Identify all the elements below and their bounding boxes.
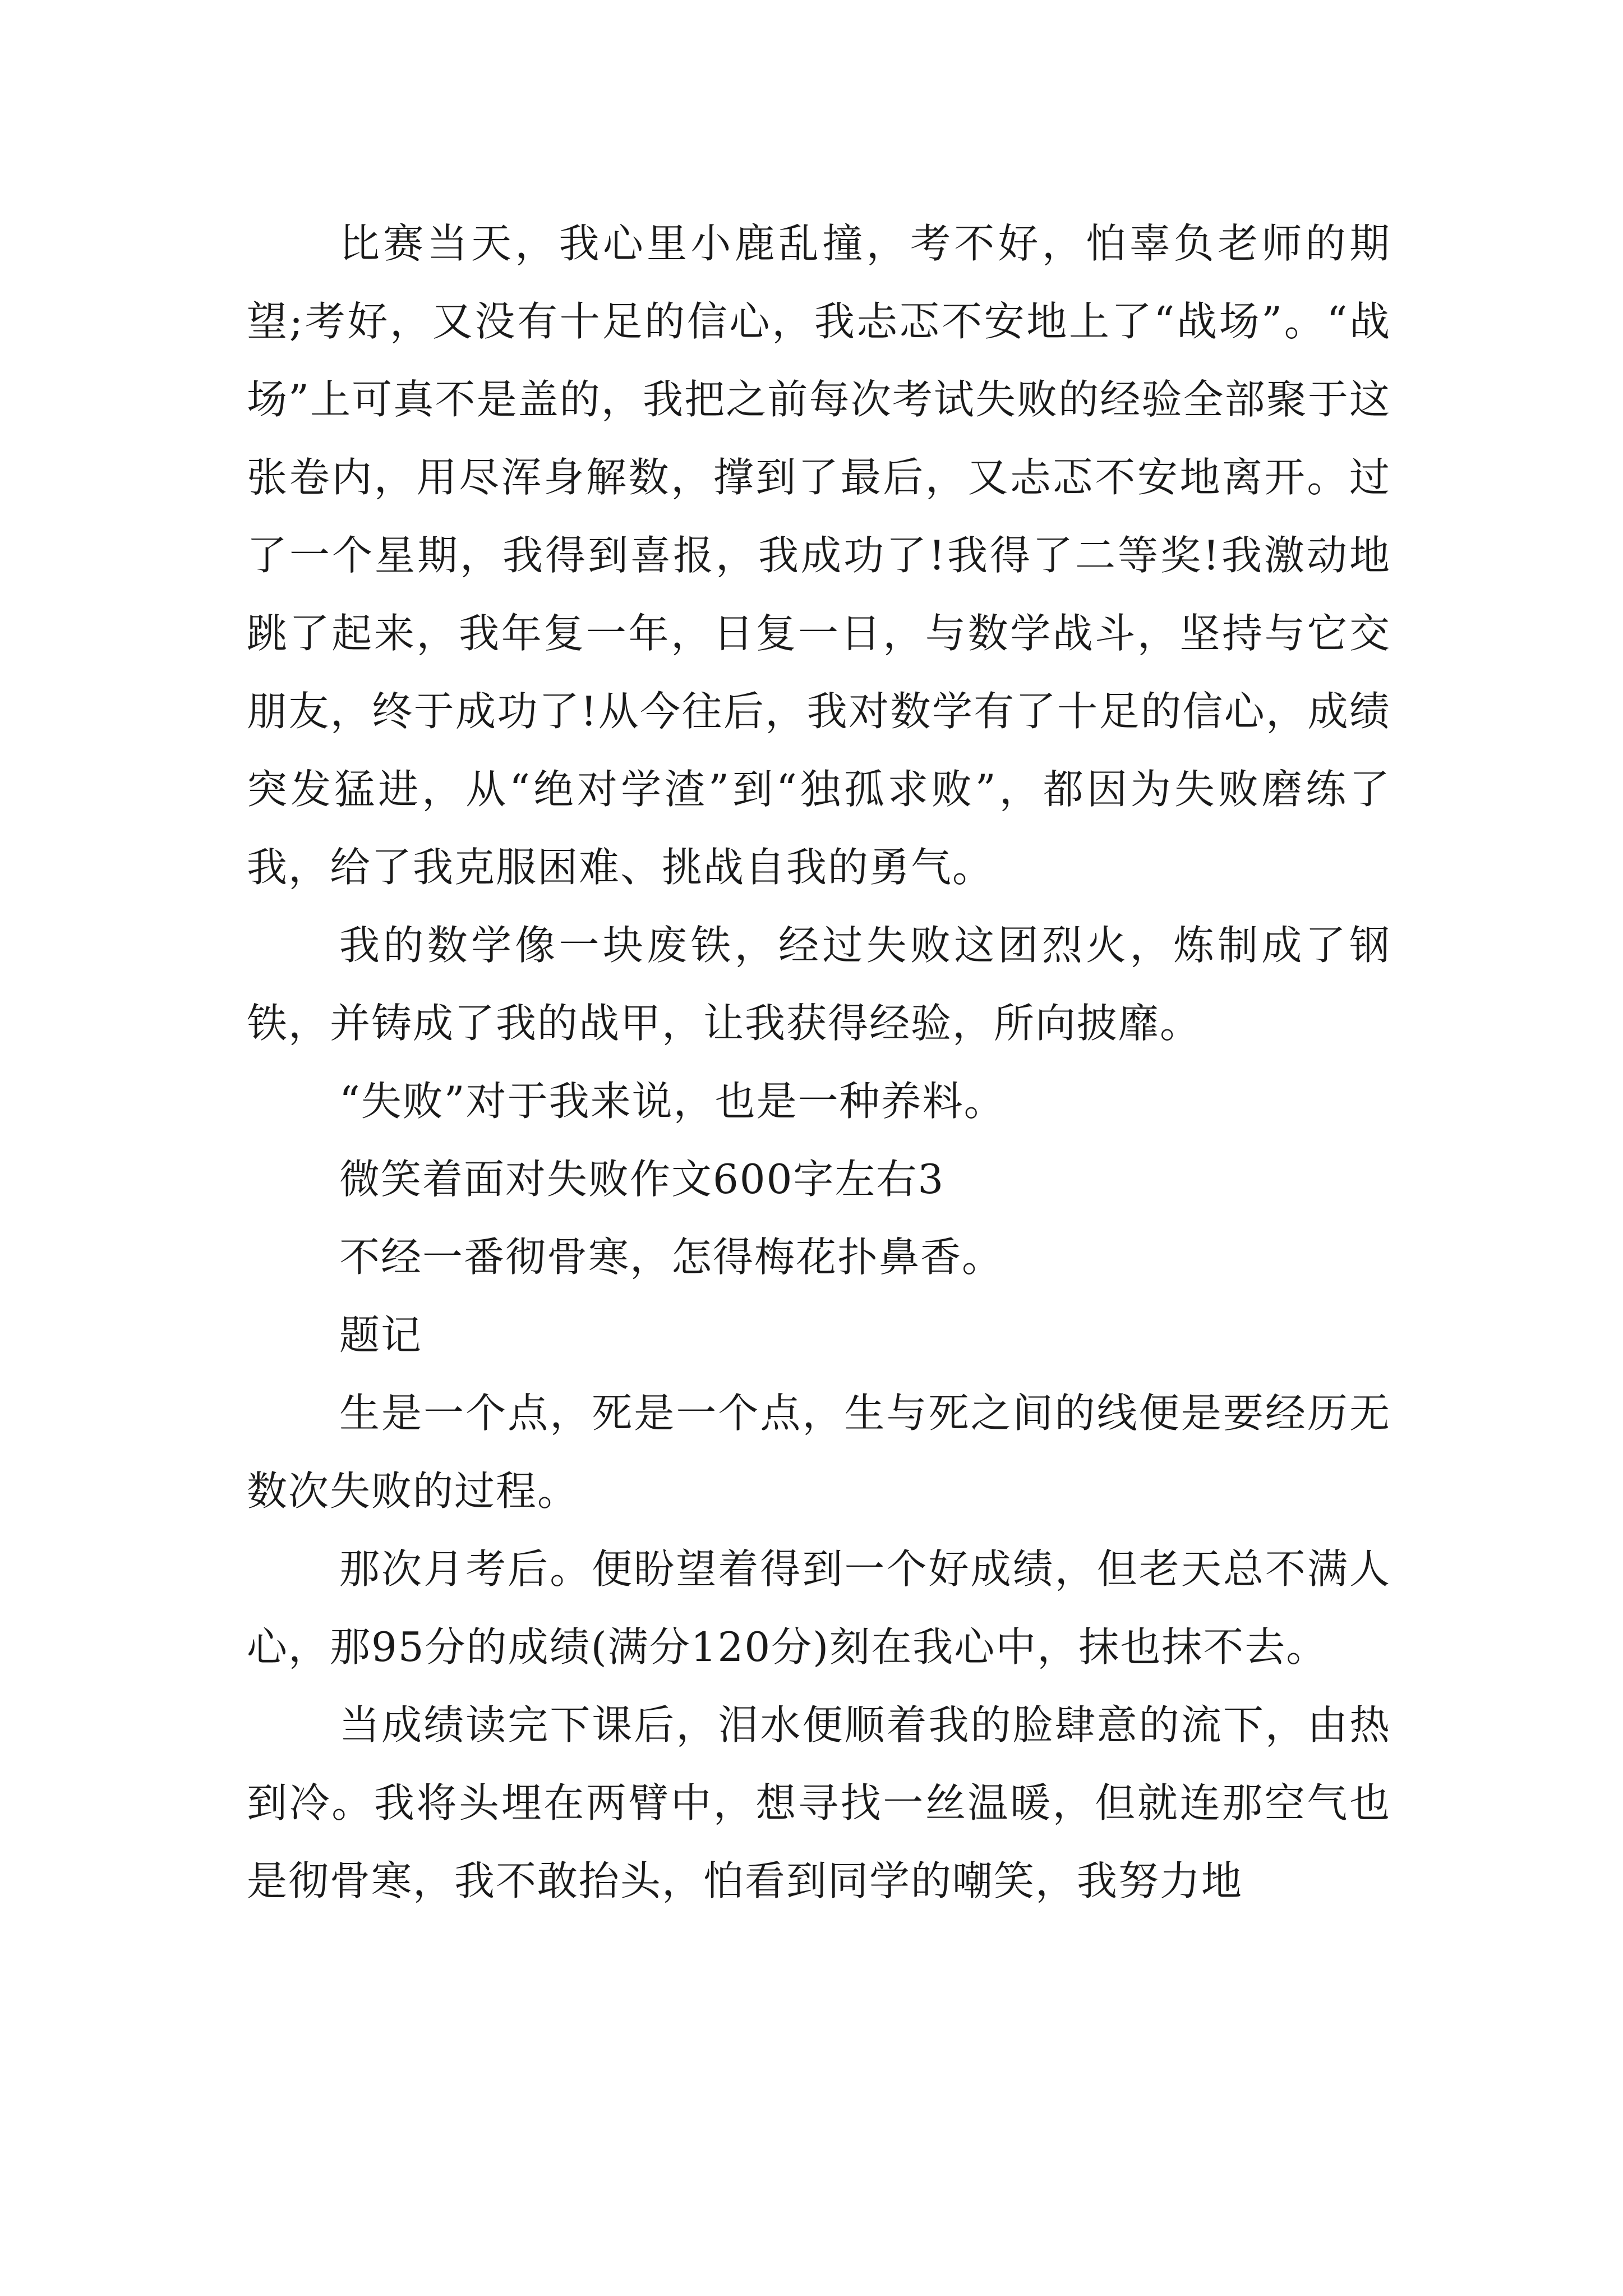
paragraph-after-class: 当成绩读完下课后，泪水便顺着我的脸肆意的流下，由热到冷。我将头埋在两臂中，想寻找一丝温暖，但就连那空气也是彻骨寒，我不敢抬头，怕看到同学的嘲笑，我努力地 bbox=[247, 1701, 1391, 1904]
epigraph-label: 题记 bbox=[339, 1312, 423, 1359]
paragraph-monthly-exam: 那次月考后。便盼望着得到一个好成绩，但老天总不满人心，那95分的成绩(满分120分)刻在我心中，抹也抹不去。 bbox=[247, 1545, 1391, 1671]
essay-heading: 微笑着面对失败作文600字左右3 bbox=[339, 1156, 945, 1203]
document-body bbox=[247, 205, 1391, 1920]
epigraph-line: 不经一番彻骨寒，怎得梅花扑鼻香。 bbox=[339, 1234, 1004, 1281]
paragraph-nourishment: “失败”对于我来说，也是一种养料。 bbox=[339, 1078, 1006, 1125]
paragraph-life-and-death: 生是一个点，死是一个点，生与死之间的线便是要经历无数次失败的过程。 bbox=[247, 1389, 1391, 1515]
paragraph-competition: 比赛当天，我心里小鹿乱撞，考不好，怕辜负老师的期望;考好，又没有十足的信心，我忐忑不安地上了“战场”。“战场”上可真不是盖的，我把之前每次考试失败的经验全部聚于这张卷内，用尽浑身解数，撑到了最后，又忐忑不安地离开。过了一个星期，我得到喜报，我成功了!我得了二等奖!我激动地跳了起来，我年复一年，日复一日，与数学战斗，坚持与它交朋友，终于成功了!从今往后，我对数学有了十足的信心，成绩突发猛进，从“绝对学渣”到“独孤求败”，都因为失败磨练了我，给了我克服困难、挑战自我的勇气。 bbox=[247, 220, 1391, 891]
paragraph-scrap-iron: 我的数学像一块废铁，经过失败这团烈火，炼制成了钢铁，并铸成了我的战甲，让我获得经验，所向披靡。 bbox=[247, 922, 1391, 1047]
